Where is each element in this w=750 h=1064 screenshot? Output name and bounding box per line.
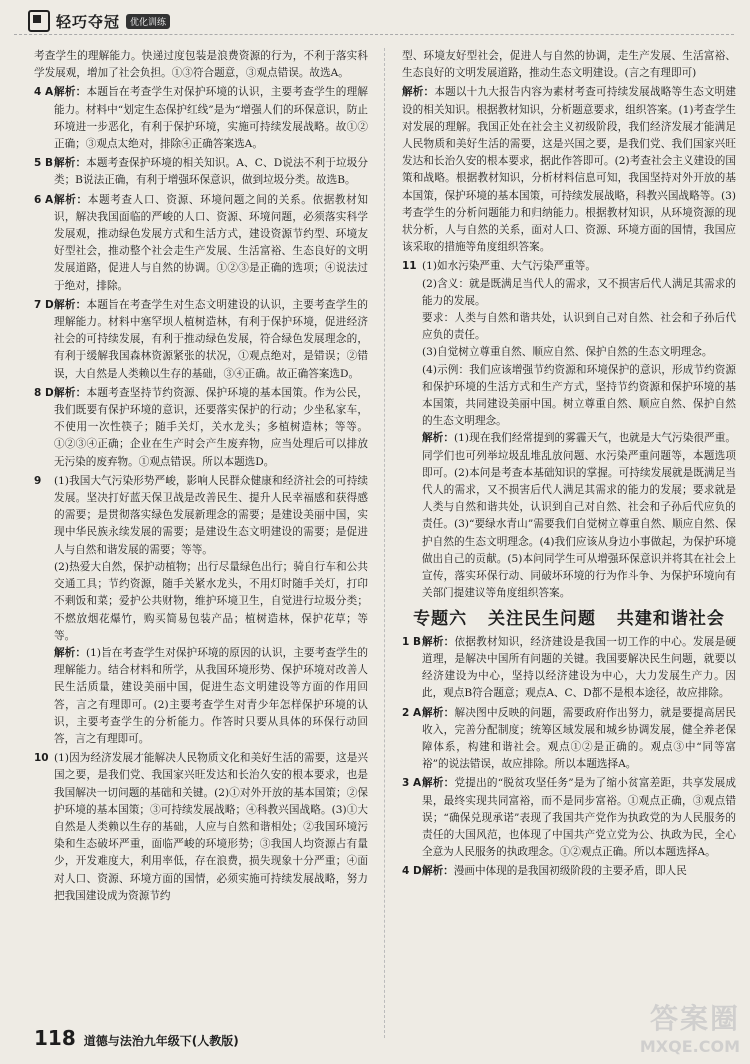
item-10-analysis [402, 84, 736, 256]
analysis-label: 解析： [422, 777, 455, 790]
answer-text: (1)因为经济发展才能解决人民物质文化和美好生活的需要，这是兴国之要，是我们党、我国家兴旺发达和长治久安的根本要求，也是我国解决一切问题的基础和关键。(2)①对外开放的基本国策；②保护环境的基本国策；③可持续发展战略；④科教兴国战略。(3)①大自然是人类赖以生存的基础，人应与自然和谐相处；②我国环境污染和生态破坏严重，面临严峻的环境形势；③我国人均资源占有量少，开发难度大，利用率低，存在浪费，损失现象十分严重；④面对人口、资源、环境方面的国情，必须实施可持续发展战略，努力把我国建设成为资源节约 [54, 752, 368, 902]
item-number: 1 B [402, 635, 421, 648]
item-number: 8 D [34, 386, 54, 399]
answer-line: (3)自觉树立尊重自然、顺应自然、保护自然的生态文明理念。 [422, 346, 713, 359]
watermark [640, 997, 740, 1056]
analysis-text: 依据教材知识，经济建设是我国一切工作的中心。发展是硬道理，是解决中国所有问题的关键。我国要解决民生问题，就要以经济建设为中心，坚持以经济建设为中心，大力发展生产力。因此，观点B符合题意；观点A、C、D都不是根本途径，故应排除。 [422, 635, 737, 700]
item-number: 7 D [34, 298, 54, 311]
watermark-url: MXQE.COM [639, 1037, 740, 1056]
analysis-label: 解析： [422, 706, 455, 719]
item-number: 11 [402, 260, 417, 273]
answer-item-11 [402, 258, 736, 602]
answer-line: (1)如水污染严重、大气污染严重等。 [422, 260, 596, 273]
analysis-text: 本题考查坚持节约资源、保护环境的基本国策。作为公民，我们既要有保护环境的意识，还要落实保护的行动；少坐私家车，不使用一次性筷子；随手关灯，关水龙头；多植树造林；等等。①②③④正确；企业在生产时会产生废弃物，应当处理后可以排放无污染的废弃物。①观点错误。所以本题选D。 [54, 386, 369, 468]
page-footer [34, 1026, 239, 1050]
analysis-text: 本题以十九大报告内容为素材考查可持续发展战略等生态文明建设的相关知识。根据教材知识，分析题意要求，组织答案。(1)考查学生对发展的理解。我国正处在社会主义初级阶段，我们经济发展才能满足人民物质和美好生活的需要，这是兴国之要，是我们党、我们国家兴旺发达和长治久安的根本要求，据此作答即可。(2)考查社会主义建设的国策和战略。根据教材知识，分析材料信息可知，我国坚持对外开放的基本国策，保护环境的基本国策，可持续发展战略，科教兴国战略等。(3)考查学生的分析问题能力和归纳能力。根据教材知识，从环境资源的现状分析，人与自然的关系，面对人口、资源、环境方面的国情，我国应该采取的措施等角度组织答案。 [402, 86, 737, 254]
item-number: 6 A [34, 193, 54, 206]
answer-item-s6-3 [402, 775, 736, 861]
answer-item-7 [34, 297, 368, 383]
answer-item-s6-4 [402, 863, 736, 880]
watermark-text: 答案圈 [649, 1002, 740, 1035]
analysis-label: 解析： [422, 432, 455, 445]
answer-item-4 [34, 84, 368, 153]
section-title-1: 关注民生问题 [488, 608, 596, 629]
header-bar [14, 6, 734, 36]
brand-tag: 优化训练 [126, 14, 170, 29]
page-number: 118 [34, 1026, 76, 1050]
analysis-label: 解析： [422, 865, 454, 878]
right-continuation: 型、环境友好型社会，促进人与自然的协调，走生产发展、生活富裕、生态良好的文明发展道路，推动生态文明建设。(言之有理即可) [402, 50, 736, 80]
analysis-text: 本题考查人口、资源、环境问题之间的关系。依据教材知识，解决我国面临的严峻的人口、资源、环境问题，必须落实科学发展观，推动绿色发展方式和生活方式，建设资源节约型、环境友好型社会，推动整个社会走生产发展、生活富裕、生态良好的文明发展道路，促进人与自然的协调。①②③是正确的选项；④说法过于绝对，排除。 [54, 193, 369, 292]
brand-name: 轻巧夺冠 [56, 12, 121, 31]
item-number: 4 A [34, 86, 54, 99]
analysis-text: 本题旨在考查学生对保护环境的认识，主要考查学生的理解能力。材料中“划定生态保护红线”是为“增强人们的环保意识，防止环境进一步恶化，有利于保护环境，实施可持续发展战略。故①②正确；③观点太绝对，排除④正确答案选A。 [54, 86, 369, 151]
left-continuation: 考查学生的理解能力。快递过度包装是浪费资源的行为，不利于落实科学发展观，增加了社会负担。①③符合题意，③观点错误。故选A。 [34, 50, 368, 80]
right-column [402, 48, 736, 883]
analysis-text: 解决图中反映的问题，需要政府作出努力，就是要提高居民收入，完善分配制度；统筹区域发展和城乡协调发展，健全养老保障体系，构建和谐社会。观点①②是正确的。观点③中“同等富裕”的说法错误，故应排除。所以本题选择A。 [422, 706, 737, 771]
analysis-text: (1)旨在考查学生对保护环境的原因的认识，主要考查学生的理解能力。结合材料和所学，从我国环境形势、保护环境对改善人民生活质量，建设美丽中国，促进生态文明建设等方面的作用回答，言之有理即可。(2)主要考查学生对青少年怎样保护环境的认识，主要考查学生的分析能力。作答时只要从具体的环保行动回答，言之有理即可。 [54, 646, 369, 745]
section-title [402, 608, 736, 629]
analysis-label: 解析： [54, 298, 87, 311]
answer-item-s6-2 [402, 705, 736, 774]
item-number: 4 D [402, 865, 422, 878]
analysis-label: 解析： [54, 86, 87, 99]
answer-item-10 [34, 750, 368, 905]
book-title: 道德与法治九年级下(人教版) [83, 1034, 239, 1048]
section-title-2: 共建和谐社会 [616, 608, 725, 629]
answer-item-9 [34, 473, 368, 748]
column-divider [384, 48, 385, 1038]
item-number: 9 [34, 474, 42, 487]
analysis-label: 解析： [54, 193, 88, 206]
analysis-text: 本题旨在考查学生对生态文明建设的认识，主要考查学生的理解能力。材料中塞罕坝人植树造林，有利于保护环境，促进经济社会的可持续发展，有利于推动绿色发展，符合绿色发展理念的，有利于缓解我国森林资源紧张的状况，①观点绝对，是错误；②错误，大自然是人类赖以生存的基础，③④正确。故正确答案选D。 [54, 298, 369, 380]
analysis-text: 漫画中体现的是我国初级阶段的主要矛盾，即人民 [453, 865, 687, 878]
left-column [34, 48, 368, 907]
header-divider [14, 34, 734, 35]
item-number: 10 [34, 752, 49, 765]
item-number: 3 A [402, 777, 422, 790]
answer-item-6 [34, 192, 368, 295]
brand-logo [28, 10, 170, 32]
analysis-label: 解析： [54, 646, 87, 659]
answer-item-s6-1 [402, 634, 736, 703]
section-label: 专题六 [413, 608, 468, 629]
answer-line: (4)示例：我们应该增强节约资源和环境保护的意识，形成节约资源和保护环境的生活方式和生产方式，坚持节约资源和保护环境的基本国策，共同建设美丽中国。树立尊重自然、顺应自然、保护自然的生态文明理念。 [422, 363, 736, 428]
answer-line: 要求：人类与自然和谐共处，认识到自己对自然、社会和子孙后代应负的责任。 [422, 312, 736, 342]
analysis-label: 解析： [422, 635, 455, 648]
answer-text: (2)热爱大自然，保护动植物；出行尽量绿色出行；骑自行车和公共交通工具；节约资源，随手关紧水龙头，不用灯时随手关灯，打印不剩饭和菜；爱护公共财物，维护环境卫生，自觉进行垃圾分类；不燃放烟花爆竹，购买简易包装产品；植树造林，保护花草；等等。 [54, 560, 368, 642]
item-number: 5 B [34, 157, 53, 170]
analysis-label: 解析： [54, 157, 87, 170]
logo-icon [28, 10, 50, 32]
item-number: 2 A [402, 706, 422, 719]
analysis-text: 党提出的“脱贫攻坚任务”是为了缩小贫富差距，共享发展成果，最终实现共同富裕，而不是同步富裕。①观点正确，③观点错误；“确保兑现承诺”表现了我国共产党作为执政党的为人民服务的责任的大国风范，也体现了中国共产党立党为公、执政为民，全心全意为人民服务的执政理念。①②观点正确。所以本题选择A。 [422, 777, 736, 859]
answer-item-5 [34, 155, 368, 189]
analysis-label: 解析： [402, 86, 435, 99]
answer-text: (1)我国大气污染形势严峻，影响人民群众健康和经济社会的可持续发展。坚决打好蓝天保卫战是改善民生、提升人民幸福感和获得感的需要；是贯彻落实绿色发展新理念的需要；是建设美丽中国，实现中华民族永续发展的需要；是建设生态文明建设的需要；是促进人与自然和谐发展的需要；等等。 [54, 474, 368, 556]
analysis-text: 本题考查保护环境的相关知识。A、C、D说法不利于垃圾分类；B说法正确，有利于增强环保意识，做到垃圾分类。故选B。 [54, 157, 369, 187]
analysis-label: 解析： [54, 386, 87, 399]
analysis-text: (1)现在我们经常提到的雾霾天气，也就是大气污染很严重。同学们也可列举垃圾乱堆乱放问题、水污染严重问题等，本题选项即可。(2)本问是考查本基础知识的掌握。可持续发展就是既满足当代人的需求，又不损害后代人满足其需求的能力的发展；要求就是人类与自然和谐共处，认识到自己对自然、社会和子孙后代应负的责任。(3)“要绿水青山”需要我们自觉树立尊重自然、顺应自然、保护自然的生态文明理念。(4)我们应该从身边小事做起，为保护环境做出自己的贡献。(5)本问同学生可从增强环保意识并将其在社会上宣传，落实环保行动、同破坏环境的行为作斗争、为保护环境向有关部门提建议等角度组织答案。 [422, 432, 737, 600]
answer-line: (2)含义：就是既满足当代人的需求，又不损害后代人满足其需求的能力的发展。 [422, 277, 736, 307]
answer-item-8 [34, 385, 368, 471]
